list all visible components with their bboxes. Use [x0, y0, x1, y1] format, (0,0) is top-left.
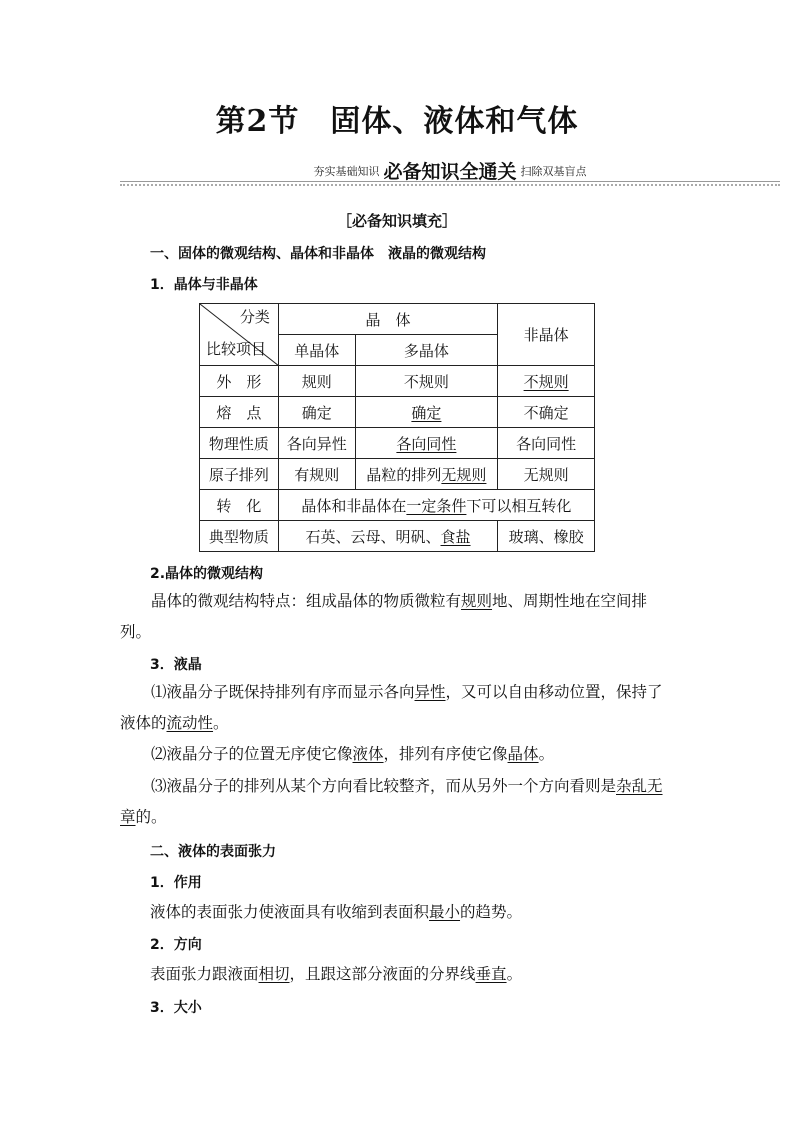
row-label: 原子排列: [200, 459, 279, 490]
item-heading-s2-1: 1．作用: [150, 875, 202, 891]
text: 。: [506, 965, 523, 983]
answer: 异性: [414, 683, 446, 701]
header-crystal: 晶 体: [278, 304, 497, 335]
answer: 规则: [461, 592, 493, 610]
item-heading-3: 3．液晶: [150, 657, 202, 673]
subheading: ［必备知识填充］: [336, 212, 457, 230]
answer: 杂乱无章: [120, 777, 663, 826]
item-heading-2: 2.晶体的微观结构: [150, 566, 264, 582]
table-row: [200, 428, 595, 459]
cell-transform: [278, 490, 594, 521]
row-label: 转 化: [200, 490, 279, 521]
text: 。: [213, 714, 229, 732]
cell-non: 各向同性: [498, 428, 595, 459]
paragraph-3b: [120, 739, 676, 770]
cell-answer: 确定: [411, 403, 442, 422]
text: ⑴液晶分子既保持排列有序而显示各向: [151, 683, 415, 701]
banner-left-text: 夯实基础知识: [313, 165, 380, 178]
cell-answer: 不规则: [523, 372, 569, 391]
page-title: 第2节 固体、液体和气体: [215, 104, 579, 139]
banner-right-text: 扫除双基盲点: [520, 165, 587, 178]
cell-text: 石英、云母、明矾、: [305, 527, 441, 546]
cell-single: 有规则: [278, 459, 355, 490]
cell-answer: 一定条件: [406, 496, 467, 515]
banner-center-text: 必备知识全通关: [383, 161, 517, 183]
cell-poly: [355, 397, 498, 428]
text: 晶体的微观结构特点：组成晶体的物质微粒有: [151, 592, 462, 610]
answer: 相切: [258, 965, 290, 983]
table-row: [200, 366, 595, 397]
cell-non: [498, 366, 595, 397]
table-row: [200, 521, 595, 552]
cell-text: 晶粒的排列: [366, 465, 442, 484]
answer: 流动性: [166, 714, 214, 732]
section-heading-1: 一、固体的微观结构、晶体和非晶体 液晶的微观结构: [150, 246, 486, 262]
text: 。: [538, 745, 555, 763]
item-heading-1: 1．晶体与非晶体: [150, 277, 258, 293]
row-label: 外 形: [200, 366, 279, 397]
answer: 液体: [352, 745, 384, 763]
text: ⑶液晶分子的排列从某个方向看比较整齐，而从另外一个方向看则是: [151, 777, 617, 795]
cell-text: 下可以相互转化: [466, 496, 572, 515]
cell-answer: 各向同性: [396, 434, 457, 453]
answer: 晶体: [507, 745, 539, 763]
cell-poly: 不规则: [355, 366, 498, 397]
header-single-crystal: 单晶体: [278, 335, 355, 366]
text: 的趋势。: [460, 903, 523, 921]
comparison-table: [199, 303, 595, 552]
answer: 垂直: [475, 965, 507, 983]
paragraph-s2-2: [150, 959, 690, 990]
table-corner-cell: [200, 304, 279, 366]
cell-poly: [355, 459, 498, 490]
answer: 最小: [429, 903, 461, 921]
row-label: 典型物质: [200, 521, 279, 552]
cell-answer: 无规则: [441, 465, 487, 484]
corner-top-label: 分类: [239, 308, 270, 326]
text: 的。: [135, 808, 167, 826]
row-label: 熔 点: [200, 397, 279, 428]
cell-typical-non: 玻璃、橡胶: [498, 521, 595, 552]
text: ，且跟这部分液面的分界线: [289, 965, 476, 983]
table-row: [200, 459, 595, 490]
banner-dotted-rule: [120, 184, 780, 186]
text: ，又可以自由移动位置，保持了液体的: [120, 683, 663, 732]
corner-bottom-label: 比较项目: [206, 340, 267, 358]
cell-poly: [355, 428, 498, 459]
text: 地、周期性地在空间排列。: [120, 592, 648, 641]
paragraph-2: [120, 586, 676, 648]
paragraph-3a: [120, 677, 676, 739]
text: ⑵液晶分子的位置无序使它像: [151, 745, 353, 763]
cell-single: 规则: [278, 366, 355, 397]
cell-text: 晶体和非晶体在: [301, 496, 407, 515]
text: 表面张力跟液面: [150, 965, 259, 983]
text: ，排列有序使它像: [383, 745, 508, 763]
cell-answer: 食盐: [440, 527, 471, 546]
text: 液体的表面张力使液面具有收缩到表面积: [150, 903, 430, 921]
cell-non: 不确定: [498, 397, 595, 428]
cell-single: 各向异性: [278, 428, 355, 459]
section-heading-2: 二、液体的表面张力: [150, 844, 276, 860]
header-poly-crystal: 多晶体: [355, 335, 498, 366]
paragraph-3c: [120, 771, 676, 833]
row-label: 物理性质: [200, 428, 279, 459]
cell-non: 无规则: [498, 459, 595, 490]
paragraph-s2-1: [150, 897, 690, 928]
table-row: [200, 397, 595, 428]
item-heading-s2-2: 2．方向: [150, 937, 202, 953]
item-heading-s2-3: 3．大小: [150, 1000, 202, 1016]
section-banner: [120, 157, 780, 191]
header-non-crystal: 非晶体: [498, 304, 595, 366]
table-row: [200, 490, 595, 521]
cell-typical-crystal: [278, 521, 497, 552]
cell-single: 确定: [278, 397, 355, 428]
